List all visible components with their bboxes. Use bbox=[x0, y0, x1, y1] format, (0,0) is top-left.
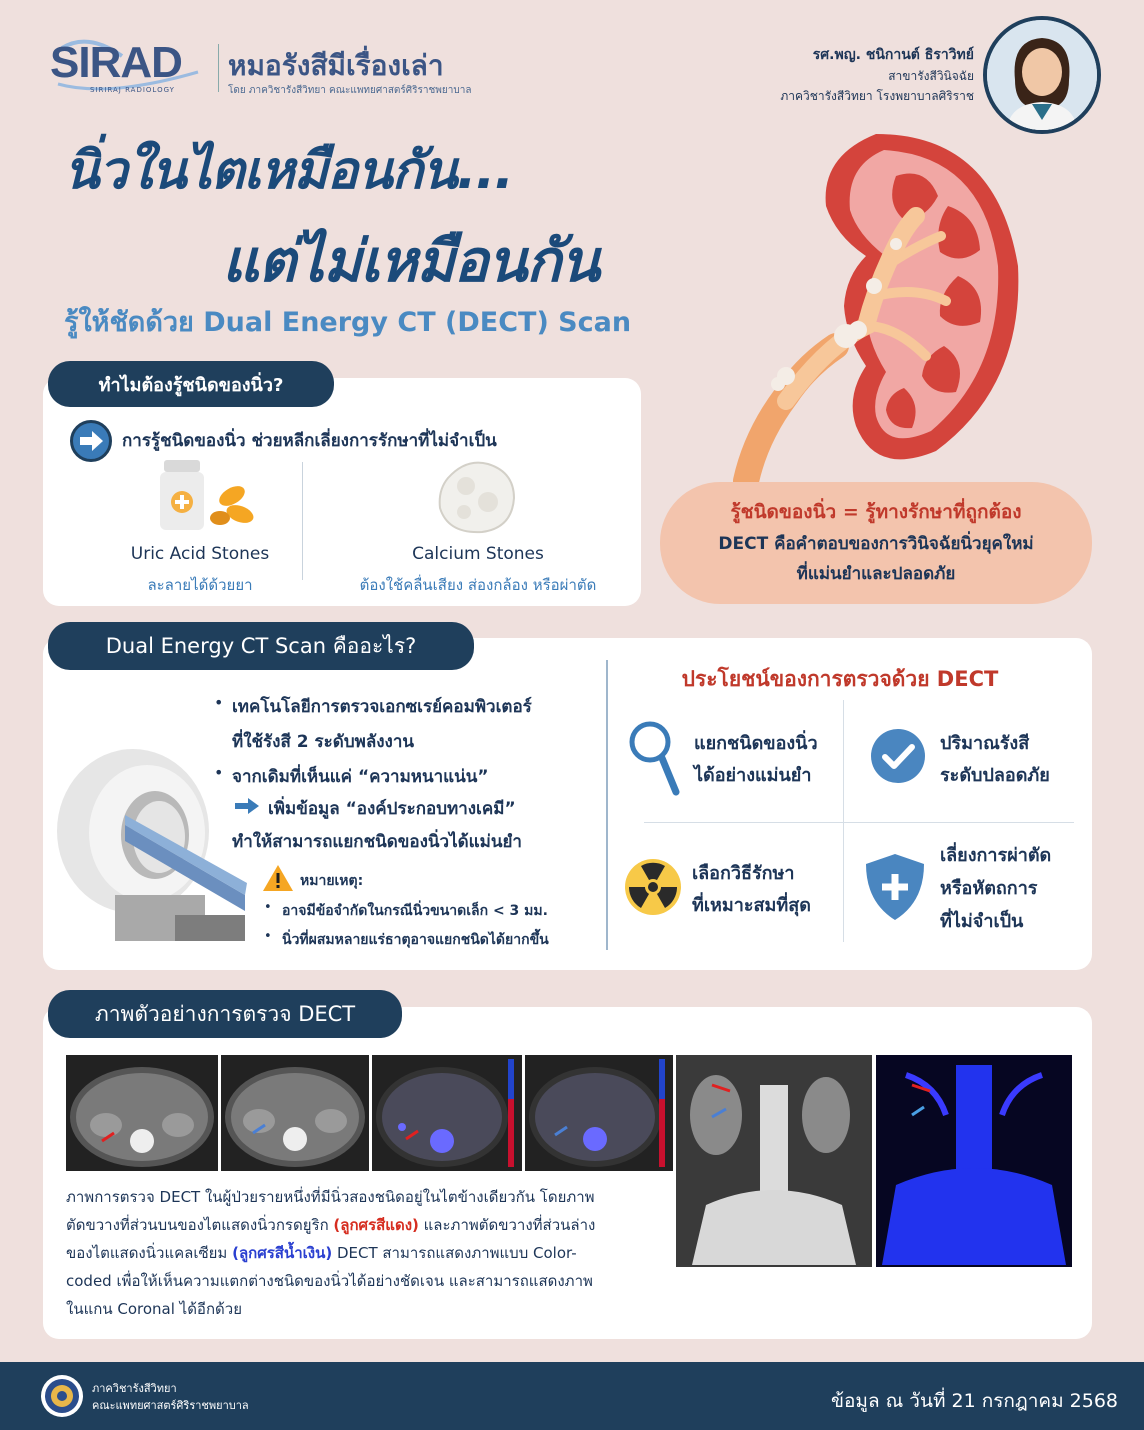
example-desc-line4: coded เพื่อให้เห็นความแตกต่างชนิดของนิ่วได้อย่างชัดเจน และสามารถแสดงภาพ bbox=[66, 1272, 593, 1290]
ct-image-coronal-color bbox=[876, 1055, 1072, 1267]
hero-subtitle: รู้ให้ชัดด้วย Dual Energy CT (DECT) Scan bbox=[64, 307, 632, 338]
brand-subtitle: โดย ภาควิชารังสีวิทยา คณะแพทยศาสตร์ศิริราชพยาบาล bbox=[228, 85, 472, 96]
why-card bbox=[43, 378, 641, 606]
example-desc-line2b: และภาพตัดขวางที่ส่วนล่าง bbox=[418, 1216, 596, 1234]
benefit4-l3: ที่ไม่จำเป็น bbox=[940, 911, 1024, 932]
magnifier-icon bbox=[626, 718, 682, 798]
brand-title: หมอรังสีมีเรื่องเล่า bbox=[228, 49, 444, 82]
kidney-illustration bbox=[726, 126, 1026, 486]
arrow-circle-icon bbox=[70, 420, 112, 462]
example-desc-line5: ในแกน Coronal ได้อีกด้วย bbox=[66, 1300, 242, 1318]
bullet2-line-a: จากเดิมที่เห็นแค่ “ความหนาแน่น” bbox=[232, 767, 489, 787]
blue-arrow-label: (ลูกศรสีน้ำเงิน) bbox=[232, 1244, 333, 1262]
ct-image-axial-1 bbox=[66, 1055, 218, 1171]
calcium-stone-icon bbox=[436, 458, 518, 536]
example-desc-line2a: ตัดขวางที่ส่วนบนของไตแสดงนิ่วกรดยูริก bbox=[66, 1216, 334, 1234]
benefit1-l2: ได้อย่างแม่นยำ bbox=[694, 765, 812, 786]
radiation-icon bbox=[624, 858, 682, 916]
examples-heading: ภาพตัวอย่างการตรวจ DECT bbox=[48, 990, 402, 1038]
logo-text: SIRAD bbox=[50, 38, 182, 87]
stone2-desc: ต้องใช้คลื่นเสียง ส่องกล้อง หรือผ่าตัด bbox=[359, 576, 597, 594]
hero-title-line2: แต่ไม่เหมือนกัน bbox=[222, 227, 599, 295]
benefit3-l2: ที่เหมาะสมที่สุด bbox=[692, 895, 811, 916]
footer-org-line1: ภาควิชารังสีวิทยา bbox=[92, 1382, 177, 1395]
ct-image-color-1 bbox=[372, 1055, 522, 1171]
ct-scanner-illustration bbox=[55, 745, 255, 950]
siriraj-seal-icon bbox=[40, 1374, 84, 1418]
footer-date: ข้อมูล ณ วันที่ 21 กรกฎาคม 2568 bbox=[831, 1390, 1118, 1412]
arrow-right-icon bbox=[234, 797, 260, 815]
benefits-heading: ประโยชน์ของการตรวจด้วย DECT bbox=[681, 667, 999, 691]
stone2-name: Calcium Stones bbox=[412, 544, 544, 564]
ct-image-color-2 bbox=[525, 1055, 673, 1171]
benefit2-l1: ปริมาณรังสี bbox=[940, 733, 1030, 754]
example-desc-line2 bbox=[66, 1213, 595, 1237]
author-avatar bbox=[983, 16, 1101, 134]
hero-title-line1: นิ่วในไตเหมือนกัน... bbox=[64, 141, 514, 201]
benefit1-l1: แยกชนิดของนิ่ว bbox=[694, 733, 818, 754]
red-arrow-label: (ลูกศรสีแดง) bbox=[333, 1216, 419, 1234]
example-desc-line3a: ของไตแสดงนิ่วแคลเซียม bbox=[66, 1244, 233, 1262]
bullet2-line-b: เพิ่มข้อมูล “องค์ประกอบทางเคมี” bbox=[268, 799, 516, 819]
dect-heading: Dual Energy CT Scan คืออะไร? bbox=[48, 622, 474, 670]
bullet1-line-b: ที่ใช้รังสี 2 ระดับพลังงาน bbox=[232, 732, 415, 752]
bullet2-line-c: ทำให้สามารถแยกชนิดของนิ่วได้แม่นยำ bbox=[232, 832, 522, 852]
why-statement: การรู้ชนิดของนิ่ว ช่วยหลีกเลี่ยงการรักษาที่ไม่จำเป็น bbox=[122, 431, 497, 451]
note-title: หมายเหตุ: bbox=[300, 873, 364, 889]
benefit2-l2: ระดับปลอดภัย bbox=[940, 765, 1050, 786]
footer-org-line2: คณะแพทยศาสตร์ศิริราชพยาบาล bbox=[92, 1399, 249, 1412]
author-affiliation: ภาควิชารังสีวิทยา โรงพยาบาลศิริราช bbox=[780, 89, 974, 103]
callout-line2: DECT คือคำตอบของการวินิจฉัยนิ่วยุคใหม่ bbox=[718, 534, 1034, 554]
sirad-logo bbox=[48, 38, 208, 100]
benefit4-l2: หรือหัตถการ bbox=[940, 878, 1038, 899]
author-name: รศ.พญ. ชนิกานต์ ธิราวิทย์ bbox=[812, 47, 974, 63]
callout-line3: ที่แม่นยำและปลอดภัย bbox=[796, 564, 956, 584]
stone1-name: Uric Acid Stones bbox=[130, 544, 270, 564]
benefit4-l1: เลี่ยงการผ่าตัด bbox=[940, 845, 1052, 866]
shield-plus-icon bbox=[864, 852, 926, 922]
checkmark-icon bbox=[870, 728, 926, 784]
ct-image-axial-2 bbox=[221, 1055, 369, 1171]
example-desc-line3b: DECT สามารถแสดงภาพแบบ Color- bbox=[332, 1244, 577, 1262]
medicine-icon bbox=[158, 458, 258, 534]
bullet1-line-a: เทคโนโลยีการตรวจเอกซเรย์คอมพิวเตอร์ bbox=[232, 697, 532, 717]
example-desc-line1: ภาพการตรวจ DECT ในผู้ป่วยรายหนึ่งที่มีนิ่วสองชนิดอยู่ในไตข้างเดียวกัน โดยภาพ bbox=[66, 1188, 595, 1206]
callout-line1: รู้ชนิดของนิ่ว = รู้ทางรักษาที่ถูกต้อง bbox=[730, 501, 1022, 523]
note2: นิ่วที่ผสมหลายแร่ธาตุอาจแยกชนิดได้ยากขึ้น bbox=[282, 932, 549, 948]
why-heading: ทำไมต้องรู้ชนิดของนิ่ว? bbox=[48, 361, 334, 407]
logo-subtext: SIRIRAJ RADIOLOGY bbox=[90, 86, 175, 94]
stone1-desc: ละลายได้ด้วยยา bbox=[147, 576, 253, 594]
author-dept: สาขารังสีวินิจฉัย bbox=[888, 69, 974, 83]
ct-image-coronal bbox=[676, 1055, 872, 1267]
example-desc-line3 bbox=[66, 1241, 577, 1265]
warning-icon bbox=[262, 864, 294, 892]
note1: อาจมีข้อจำกัดในกรณีนิ่วขนาดเล็ก < 3 มม. bbox=[282, 903, 548, 919]
benefit3-l1: เลือกวิธีรักษา bbox=[692, 863, 795, 884]
